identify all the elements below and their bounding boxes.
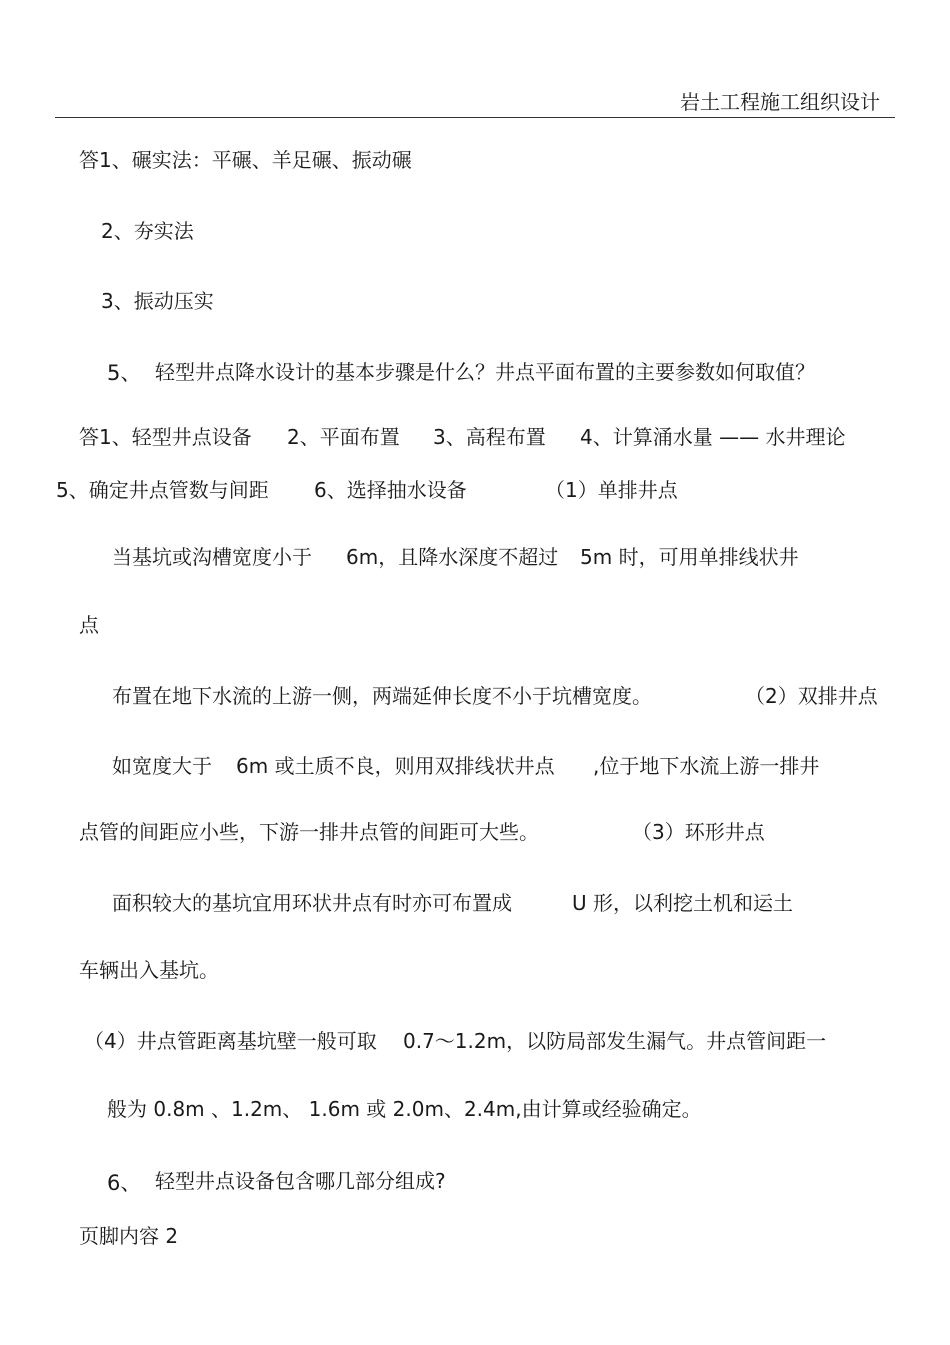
answer-4-line-1: 答1、碾实法：平碾、羊足碾、振动碾: [79, 148, 412, 172]
answer-5-item-3: 3、高程布置: [433, 425, 546, 449]
para-6-part-3: 般为 0.8m 、1.2m、 1.6m 或 2.0m、2.4m,由计算或经验确定。: [107, 1097, 702, 1121]
para-6-part-2: 0.7～1.2m，以防局部发生漏气。井点管间距一: [403, 1029, 827, 1053]
question-5-text: 轻型井点降水设计的基本步骤是什么？井点平面布置的主要参数如何取值？: [155, 360, 815, 384]
header-divider: [55, 117, 895, 118]
single-row-heading: （1）单排井点: [545, 478, 678, 502]
answer-5-item-1: 答1、轻型井点设备: [79, 425, 252, 449]
para-5-part-1: 面积较大的基坑宜用环状井点有时亦可布置成: [112, 891, 512, 915]
answer-5-item-2: 2、平面布置: [287, 425, 400, 449]
question-6-text: 轻型井点设备包含哪几部分组成?: [155, 1169, 446, 1193]
para-5-part-2: U 形，以利挖土机和运土: [572, 891, 793, 915]
answer-4-line-3: 3、振动压实: [101, 289, 214, 313]
para-2-part-1: 布置在地下水流的上游一侧，两端延伸长度不小于坑槽宽度。: [112, 684, 652, 708]
double-row-heading: （2）双排井点: [745, 684, 878, 708]
para-3-part-3: ,位于地下水流上游一排井: [593, 754, 820, 778]
answer-4-line-2: 2、夯实法: [101, 219, 194, 243]
para-1-part-1: 当基坑或沟槽宽度小于: [112, 545, 312, 569]
answer-5-item-4: 4、计算涌水量 —— 水井理论: [580, 425, 846, 449]
answer-5-item-5: 5、确定井点管数与间距: [56, 478, 269, 502]
para-1-part-3: 5m 时，可用单排线状井: [580, 545, 799, 569]
para-5-part-3: 车辆出入基坑。: [79, 958, 219, 982]
answer-5-item-6: 6、选择抽水设备: [314, 478, 467, 502]
para-1-part-4: 点: [79, 613, 99, 637]
page-footer: 页脚内容 2: [79, 1224, 179, 1248]
para-1-part-2: 6m，且降水深度不超过: [346, 545, 559, 569]
ring-heading: （3）环形井点: [632, 820, 765, 844]
para-3-part-2: 6m 或土质不良，则用双排线状井点: [236, 754, 555, 778]
header-title: 岩土工程施工组织设计: [680, 90, 880, 114]
para-3-part-1: 如宽度大于: [112, 754, 212, 778]
question-6-number: 6、: [107, 1171, 142, 1195]
para-6-part-1: （4）井点管距离基坑壁一般可取: [84, 1029, 377, 1053]
para-4-part-1: 点管的间距应小些，下游一排井点管的间距可大些。: [79, 820, 539, 844]
question-5-number: 5、: [107, 361, 142, 385]
